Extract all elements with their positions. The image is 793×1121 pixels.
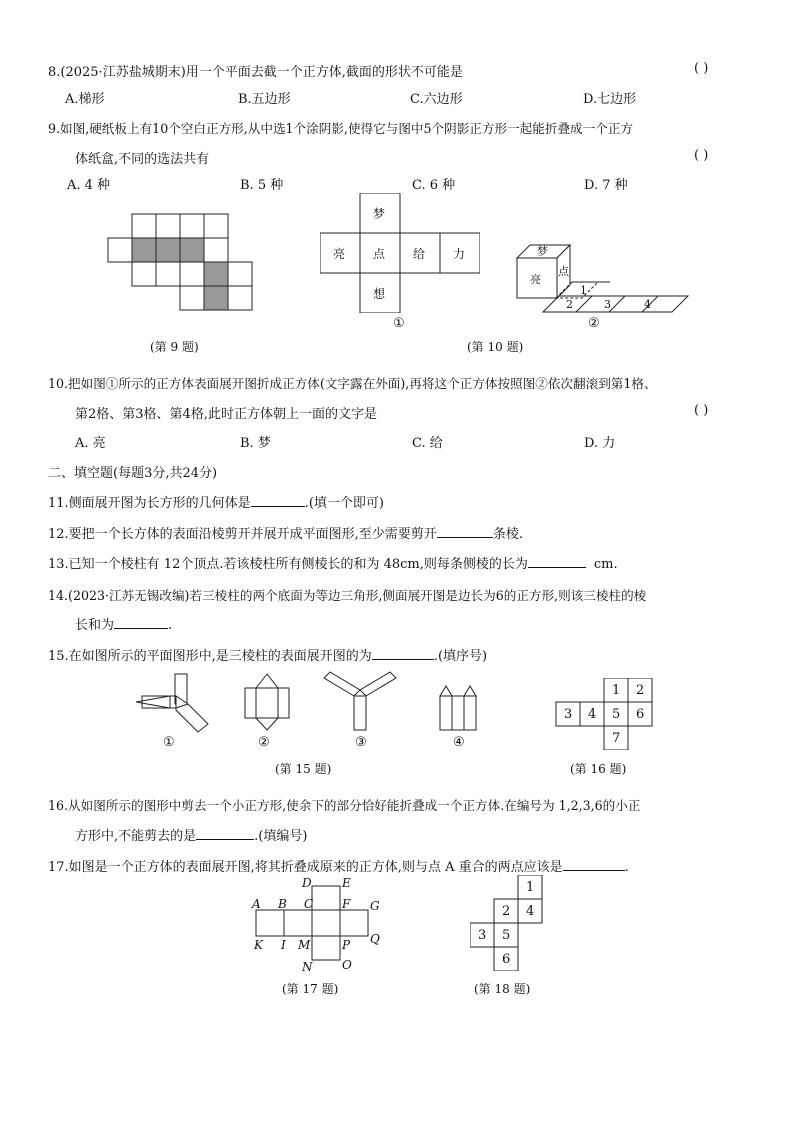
net-face-right1: 给 <box>413 247 426 261</box>
q10-answer-paren: ( ) <box>694 403 709 418</box>
q13 <box>48 553 618 572</box>
q15-text-a: 15.在如图所示的平面图形中,是三棱柱的表面展开图的为 <box>48 649 372 664</box>
fig18-cell-3: 3 <box>478 928 487 943</box>
point-d: D <box>302 876 312 890</box>
q12-text-b: 条棱. <box>492 527 523 542</box>
q14-line2 <box>75 614 172 633</box>
fig18-cell-5: 5 <box>502 928 511 943</box>
fig18-cell-6: 6 <box>502 952 511 967</box>
q10-option-a: A. 亮 <box>75 436 106 451</box>
strip-cell-3: 3 <box>604 298 611 311</box>
figure-10-net <box>320 193 480 313</box>
figure-9-grid <box>100 205 270 320</box>
q8-option-a: A.梯形 <box>65 92 105 107</box>
q11-text-a: 11.侧面展开图为长方形的几何体是 <box>48 496 251 511</box>
q14-text-a: 长和为 <box>75 618 115 633</box>
q8-stem: 8.(2025·江苏盐城期末)用一个平面去截一个正方体,截面的形状不可能是 <box>48 65 463 80</box>
fig16-cell-5: 5 <box>612 707 621 722</box>
q8-option-c: C.六边形 <box>410 92 463 107</box>
q8-option-b: B.五边形 <box>238 92 291 107</box>
q11 <box>48 492 384 511</box>
net-face-left: 亮 <box>333 247 346 261</box>
q9-option-b: B. 5 种 <box>240 178 284 193</box>
q8-answer-paren: ( ) <box>694 61 709 76</box>
point-q: Q <box>370 932 380 946</box>
q9-answer-paren: ( ) <box>694 148 709 163</box>
q13-blank[interactable] <box>528 555 586 568</box>
strip-cell-1: 1 <box>580 284 587 297</box>
figure-9-caption: (第 9 题) <box>150 340 199 354</box>
net-face-center: 点 <box>373 247 386 261</box>
q14-text-b: . <box>168 618 173 633</box>
figure-15-mark-4: ④ <box>453 735 465 750</box>
q13-text-a: 13.已知一个棱柱有 12个顶点.若该棱柱所有侧棱长的和为 48cm,则每条侧棱的长为 <box>48 557 528 572</box>
fig16-cell-1: 1 <box>612 683 621 698</box>
q9-option-a: A. 4 种 <box>67 178 111 193</box>
figure-15-shapes <box>130 666 490 736</box>
net-face-bottom: 想 <box>373 287 386 301</box>
figure-15-mark-1: ① <box>163 735 175 750</box>
q13-text-b: cm. <box>593 557 618 572</box>
point-n: N <box>302 960 313 974</box>
q9-stem-line1: 9.如图,硬纸板上有10个空白正方形,从中选1个涂阴影,使得它与图中5个阴影正方形一起能折叠成一个正方 <box>48 121 634 136</box>
q9-stem-line2: 体纸盒,不同的选法共有 <box>75 152 210 167</box>
section-2-heading: 二、填空题(每题3分,共24分) <box>48 466 218 481</box>
q15 <box>48 645 487 664</box>
fig16-cell-6: 6 <box>636 707 645 722</box>
figure-17-net <box>248 876 388 976</box>
q17-text-b: . <box>624 860 629 875</box>
q12-blank[interactable] <box>437 525 493 538</box>
figure-18-net <box>470 875 550 971</box>
point-m: M <box>298 938 311 952</box>
figure-16-caption: (第 16 题) <box>570 762 627 776</box>
q9-option-c: C. 6 种 <box>412 178 456 193</box>
fig16-cell-2: 2 <box>636 683 645 698</box>
q8-option-d: D.七边形 <box>583 92 637 107</box>
q15-text-b: .(填序号) <box>433 649 488 664</box>
point-g: G <box>370 899 380 913</box>
fig18-cell-2: 2 <box>502 904 511 919</box>
point-p: P <box>342 938 351 952</box>
q12-text-a: 12.要把一个长方体的表面沿棱剪开并展开成平面图形,至少需要剪开 <box>48 527 437 542</box>
q10-option-d: D. 力 <box>584 436 616 451</box>
cube-face-side: 点 <box>558 265 569 278</box>
q15-blank[interactable] <box>372 647 434 660</box>
figure-10-cube-roll <box>510 240 690 315</box>
fig16-cell-4: 4 <box>588 707 597 722</box>
figure-17-caption: (第 17 题) <box>282 982 339 996</box>
q10-option-b: B. 梦 <box>240 436 271 451</box>
q16-blank[interactable] <box>196 827 254 840</box>
point-c: C <box>304 897 314 911</box>
figure-10-caption: (第 10 题) <box>467 340 524 354</box>
figure-15-caption: (第 15 题) <box>275 762 332 776</box>
q17 <box>48 856 629 875</box>
point-f: F <box>342 897 351 911</box>
q14-blank[interactable] <box>114 616 168 629</box>
figure-10-mark-1: ① <box>393 316 405 331</box>
net-face-right2: 力 <box>453 247 466 261</box>
cube-face-front: 亮 <box>530 273 541 286</box>
point-b: B <box>278 897 287 911</box>
figure-15-mark-2: ② <box>258 735 270 750</box>
figure-15-mark-3: ③ <box>355 735 367 750</box>
q10-option-c: C. 给 <box>412 436 443 451</box>
cube-face-top: 梦 <box>537 245 548 258</box>
q16-text-a: 方形中,不能剪去的是 <box>75 829 197 844</box>
q16-line2 <box>75 825 307 844</box>
q9-option-d: D. 7 种 <box>584 178 628 193</box>
q17-text-a: 17.如图是一个正方体的表面展开图,将其折叠成原来的正方体,则与点 A 重合的两点应该是 <box>48 860 563 875</box>
fig16-cell-3: 3 <box>564 707 573 722</box>
q16-text-b: .(填编号) <box>254 829 308 844</box>
point-a: A <box>252 897 261 911</box>
strip-cell-2: 2 <box>566 298 573 311</box>
q14-stem-line1: 14.(2023·江苏无锡改编)若三棱柱的两个底面为等边三角形,侧面展开图是边长为6的正方形,则该三棱柱的棱 <box>48 588 647 603</box>
fig18-cell-1: 1 <box>526 880 535 895</box>
q10-stem-line2: 第2格、第3格、第4格,此时正方体朝上一面的文字是 <box>75 407 377 422</box>
net-face-top: 梦 <box>373 207 386 221</box>
point-e: E <box>342 876 351 890</box>
q17-blank[interactable] <box>563 858 625 871</box>
q10-stem-line1: 10.把如图①所示的正方体表面展开图折成正方体(文字露在外面),再将这个正方体按照图②依次翻滚到第1格、 <box>48 376 657 391</box>
q12 <box>48 523 523 542</box>
q16-stem-line1: 16.从如图所示的图形中剪去一个小正方形,使余下的部分恰好能折叠成一个正方体.在编号为 1,2,3,6的小正 <box>48 798 641 813</box>
fig16-cell-7: 7 <box>612 731 621 746</box>
figure-18-caption: (第 18 题) <box>474 982 531 996</box>
point-k: K <box>254 938 263 952</box>
strip-cell-4: 4 <box>644 298 651 311</box>
figure-10-mark-2: ② <box>588 316 600 331</box>
point-o: O <box>342 958 352 972</box>
figure-16-net <box>555 678 655 750</box>
q11-blank[interactable] <box>251 494 305 507</box>
q11-text-b: .(填一个即可) <box>304 496 384 511</box>
point-i: I <box>281 938 286 952</box>
fig18-cell-4: 4 <box>526 904 535 919</box>
